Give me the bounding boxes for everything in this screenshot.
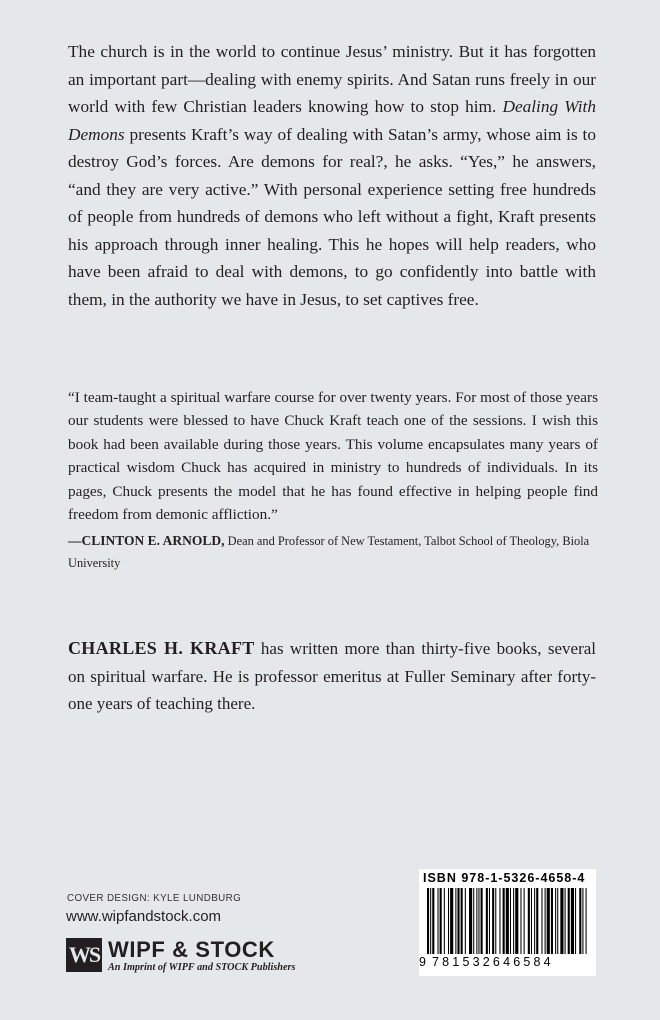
publisher-name: WIPF & STOCK [108,937,275,962]
barcode-lead-digit: 9 [419,955,430,969]
book-description [68,38,596,313]
barcode-digit-string: 781532646584 [432,955,554,969]
endorser-affiliation: Dean and Professor of New Testament, Talbot School of Theology, Biola University [68,534,590,570]
publisher-url: www.wipfandstock.com [66,908,222,925]
endorser-name: —CLINTON E. ARNOLD, [68,533,225,548]
description-part-2: presents Kraft’s way of dealing with Satan’s army, whose aim is to destroy God’s forces. Are demons for real?, he asks. “Yes,” he answers, “and they are very active.” With personal experience setting free hundreds of people from hundreds of demons who left without a fight, Kraft presents his approach through inner healing. This he hopes will help readers, who have been afraid to deal with demons, to go confidently into battle with them, in the authority we have in Jesus, to set captives free. [68,124,596,309]
isbn-barcode [419,869,596,976]
endorsement-attribution [68,530,598,574]
imprint-line: An Imprint of WIPF and STOCK Publishers [108,962,296,973]
publisher-logo [66,938,316,978]
author-bio-text: has written more than thirty-five books, several on spiritual warfare. He is professor emeritus at Fuller Seminary after forty-one years of teaching there. [68,639,596,713]
endorsement-quote: “I team-taught a spiritual warfare course for over twenty years. For most of those years our students were blessed to have Chuck Kraft teach one of the sessions. I wish this book had been available during those years. This volume encapsulates many years of practical wisdom Chuck has acquired in ministry to hundreds of individuals. In its pages, Chuck presents the model that he has found effective in helping people find freedom from demonic affliction.” [68,389,598,524]
book-title-italic: Dealing With Demons [68,97,596,144]
isbn-label: ISBN 978-1-5326-4658-4 [423,871,586,885]
author-bio [68,635,596,718]
author-name: CHARLES H. KRAFT [68,638,255,658]
barcode-bars-icon [427,888,589,954]
ws-logo-icon: WS [66,938,102,972]
cover-design-credit: COVER DESIGN: KYLE LUNDBURG [67,893,242,904]
description-part-1: The church is in the world to continue Jesus’ ministry. But it has forgotten an important part—dealing with enemy spirits. And Satan runs freely in our world with few Christian leaders knowing how to stop him. [68,42,596,116]
